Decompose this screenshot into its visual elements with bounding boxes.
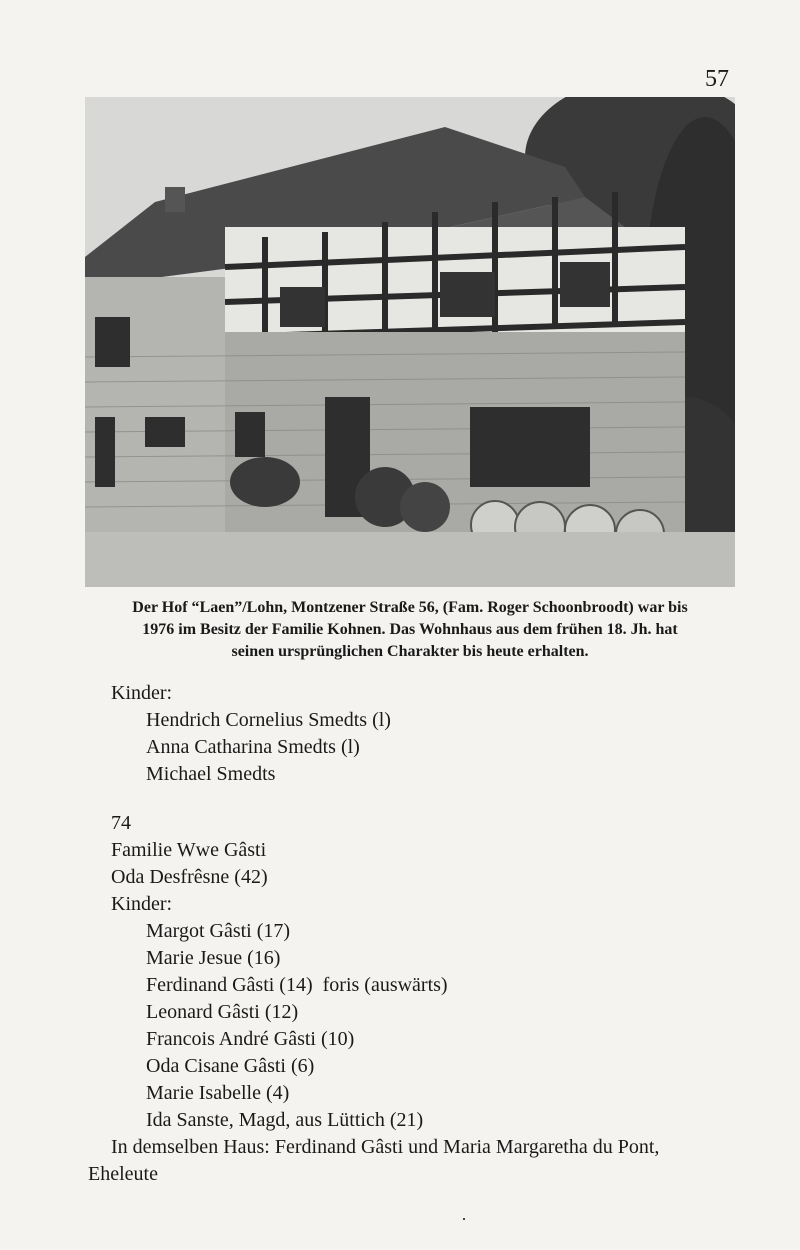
family-name: Familie Wwe Gâsti <box>111 839 267 861</box>
child-entry: Ida Sanste, Magd, aus Lüttich (21) <box>146 1109 424 1131</box>
child-entry: Leonard Gâsti (12) <box>146 1001 299 1023</box>
page-number: 57 <box>705 66 729 92</box>
child-entry: Marie Jesue (16) <box>146 947 281 969</box>
child-entry: Michael Smedts <box>146 763 276 785</box>
child-entry: Ferdinand Gâsti (14) foris (auswärts) <box>146 974 448 996</box>
caption-line: 1976 im Besitz der Familie Kohnen. Das Wohnhaus aus dem frühen 18. Jh. hat <box>142 621 678 638</box>
main-text <box>88 680 768 1188</box>
household-head: Oda Desfrêsne (42) <box>111 866 268 888</box>
page-mark <box>463 1218 465 1220</box>
caption-line: seinen ursprünglichen Charakter bis heute erhalten. <box>231 643 589 660</box>
child-entry: Hendrich Cornelius Smedts (l) <box>146 709 391 731</box>
same-house-note: In demselben Haus: Ferdinand Gâsti und Maria Margaretha du Pont, <box>111 1136 660 1158</box>
entry-number: 74 <box>111 812 131 834</box>
kinder-label: Kinder: <box>111 893 173 915</box>
child-entry: Marie Isabelle (4) <box>146 1082 290 1104</box>
photo-caption <box>70 597 750 663</box>
farmhouse-photo <box>85 97 735 587</box>
child-entry: Anna Catharina Smedts (l) <box>146 736 360 758</box>
child-entry: Francois André Gâsti (10) <box>146 1028 355 1050</box>
child-entry: Margot Gâsti (17) <box>146 920 291 942</box>
same-house-note-cont: Eheleute <box>88 1163 158 1185</box>
caption-line: Der Hof “Laen”/Lohn, Montzener Straße 56, (Fam. Roger Schoonbroodt) war bis <box>132 599 688 616</box>
kinder-label: Kinder: <box>111 682 173 704</box>
child-entry: Oda Cisane Gâsti (6) <box>146 1055 315 1077</box>
